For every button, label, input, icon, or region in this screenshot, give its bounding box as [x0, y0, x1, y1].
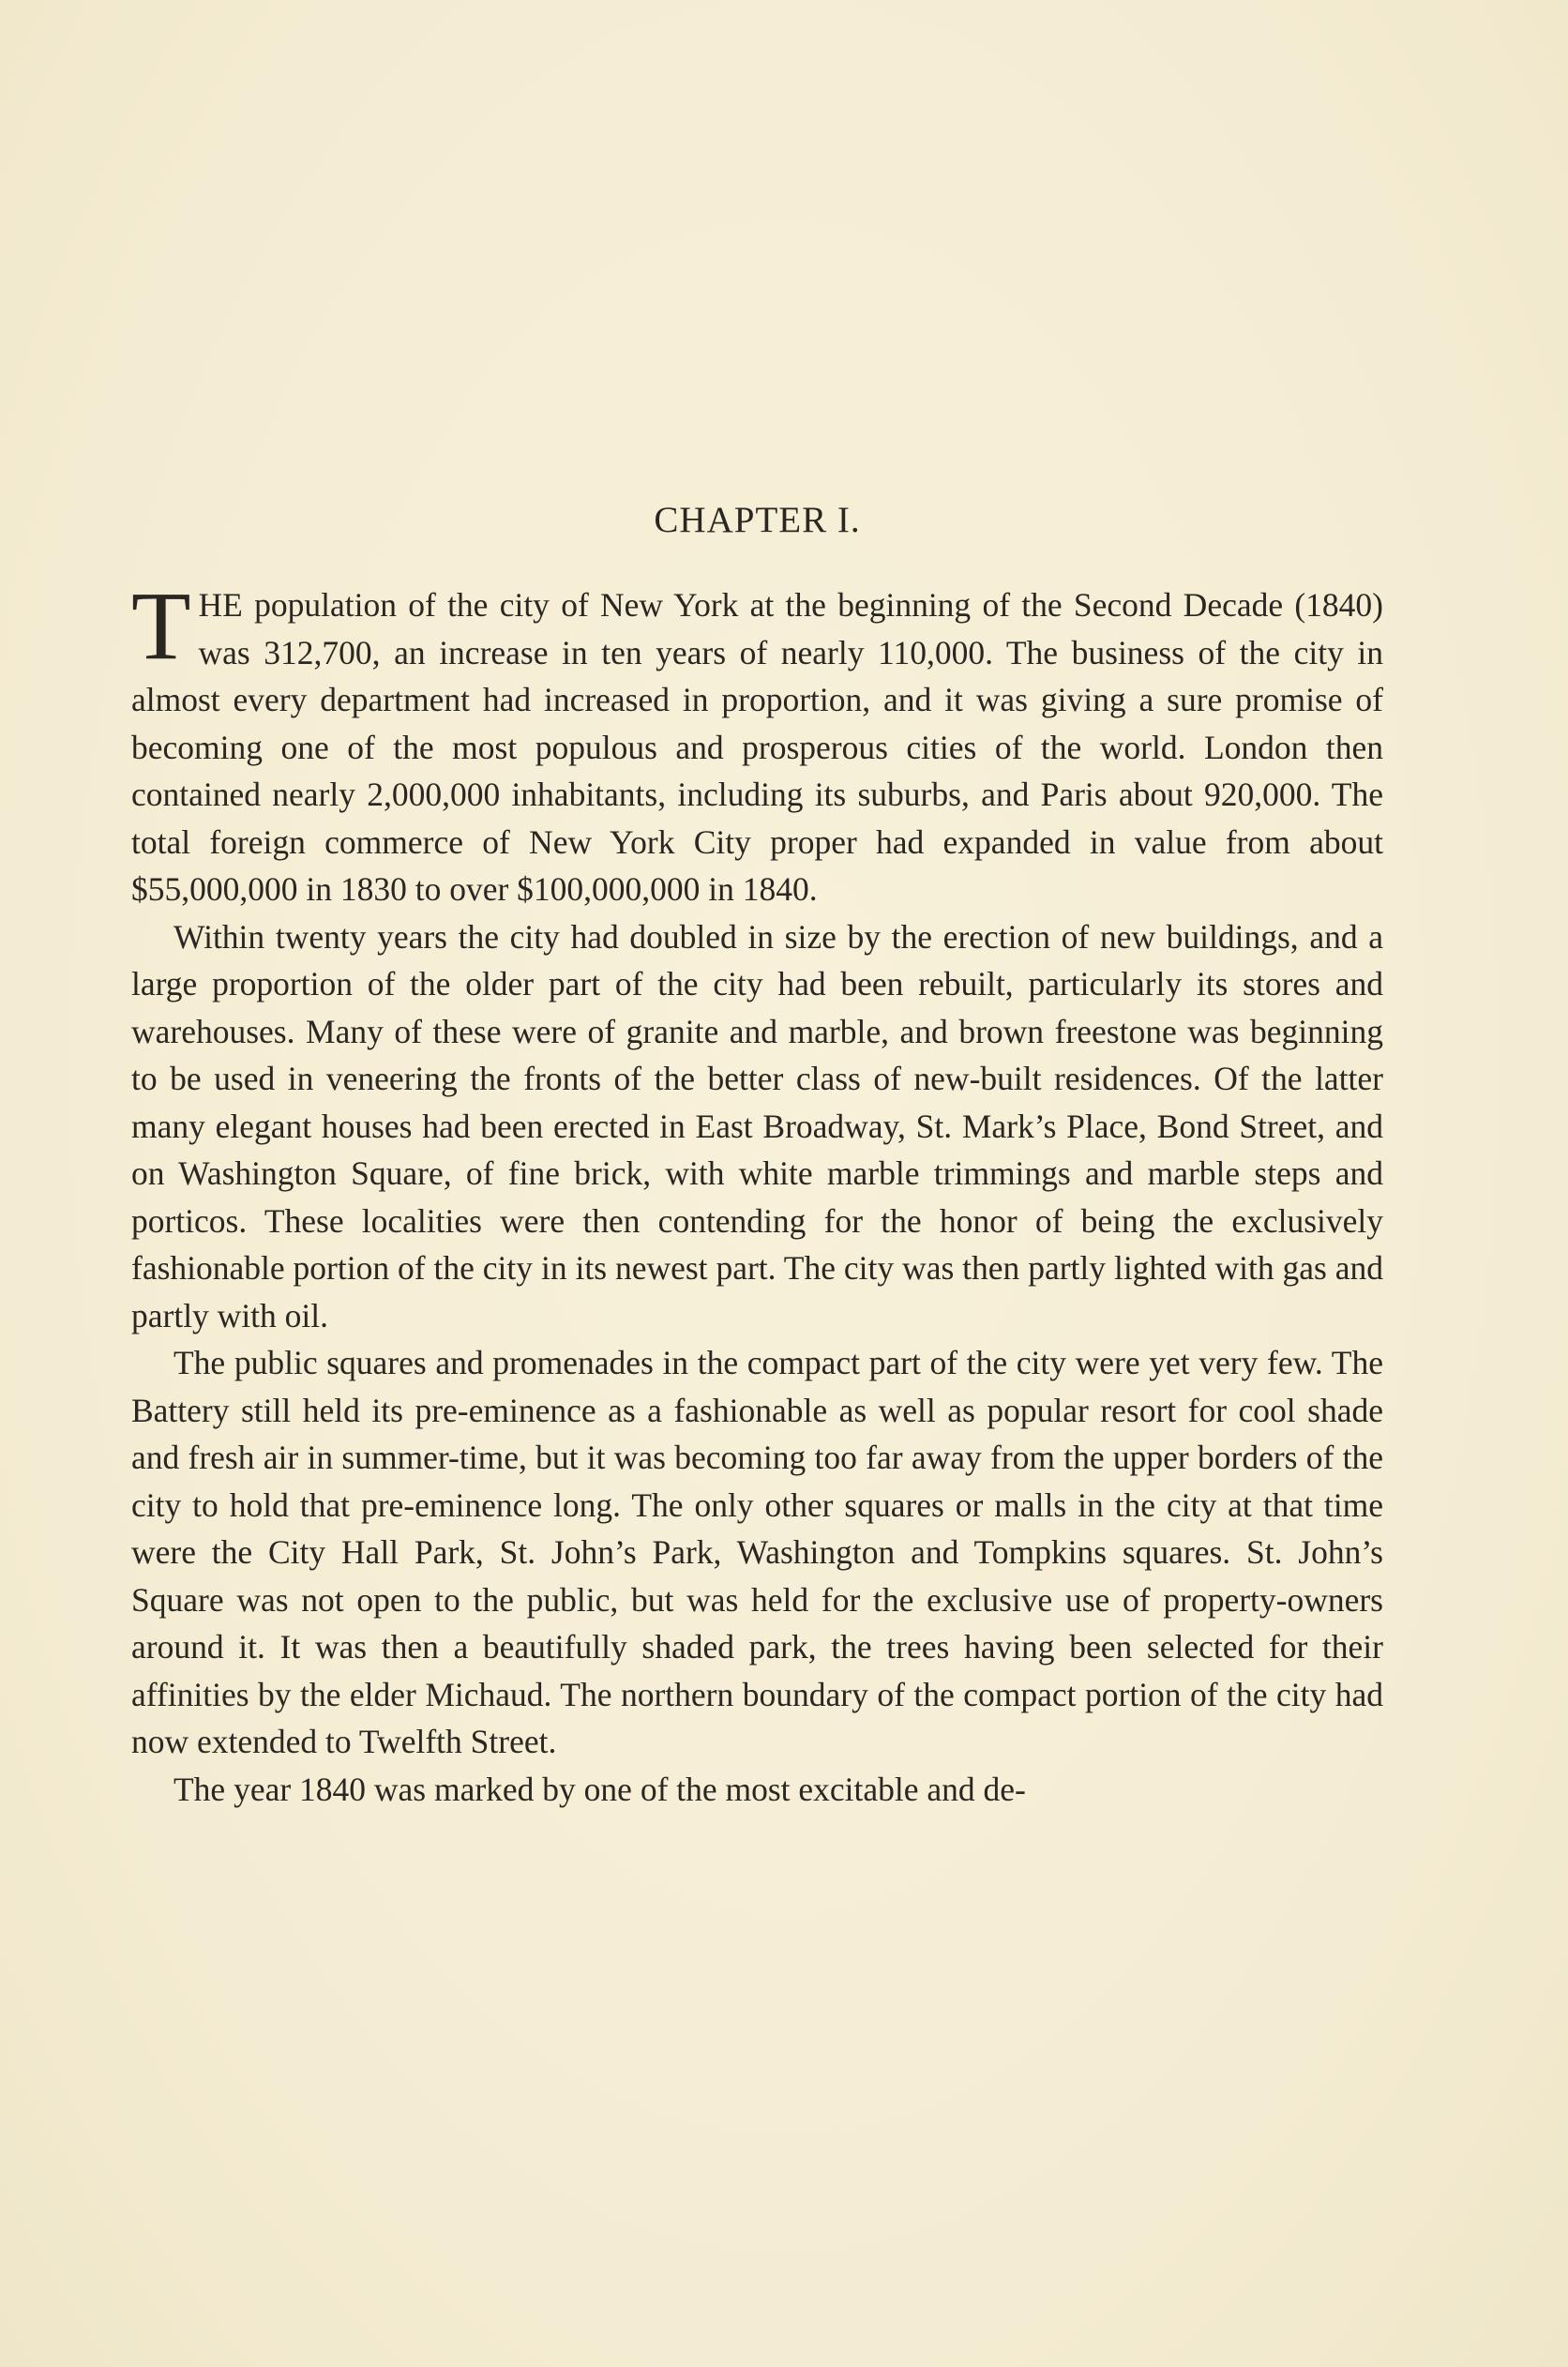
paragraph-4: The year 1840 was marked by one of the most excitable and de-: [173, 1770, 1026, 1808]
text-block: [131, 488, 1383, 1813]
paragraph-2: Within twenty years the city had doubled in size by the erection of new buildings, and a large proportion of the older part of the city had been rebuilt, particularly its stores and warehouses. Many of these were of granite and marble, and brown freestone was beginning to be used in veneering the fronts of the better class of new-built residences. Of the latter many elegant houses had been erected in East Broadway, St. Mark’s Place, Bond Street, and on Washington Square, of fine brick, with white marble trimmings and marble steps and porticos. These localities were then contending for the honor of being the exclusively fashionable portion of the city in its newest part. The city was then partly lighted with gas and partly with oil.: [131, 917, 1383, 1334]
paragraph-lead-word: HE: [198, 586, 243, 624]
paragraph-1-text: population of the city of New York at the beginning of the Second Decade (1840) was 312,700, an increase in ten years of nearly 110,000. The business of the city in almost every department had increased in proportion, and it was giving a sure promise of becoming one of the most populous and prosperous cities of the world. London then contained nearly 2,000,000 inhabitants, including its suburbs, and Paris about 920,000. The total foreign commerce of New York City proper had expanded in value from about $55,000,000 in 1830 to over $100,000,000 in 1840.: [131, 586, 1383, 908]
paragraph-3: The public squares and promenades in the compact part of the city were yet very few. The Battery still held its pre-eminence as a fashionable as well as popular resort for cool shade and fresh air in summer-time, but it was becoming too far away from the upper borders of the city to hold that pre-eminence long. The only other squares or malls in the city at that time were the City Hall Park, St. John’s Park, Washington and Tompkins squares. St. John’s Square was not open to the public, but was held for the exclusive use of property-owners around it. It was then a beautifully shaded park, the trees having been selected for their affinities by the elder Michaud. The northern boundary of the compact portion of the city had now extended to Twelfth Street.: [131, 1344, 1383, 1760]
drop-cap: T: [131, 572, 191, 680]
paragraph-1: [131, 572, 1383, 913]
chapter-heading: CHAPTER I.: [654, 500, 861, 540]
